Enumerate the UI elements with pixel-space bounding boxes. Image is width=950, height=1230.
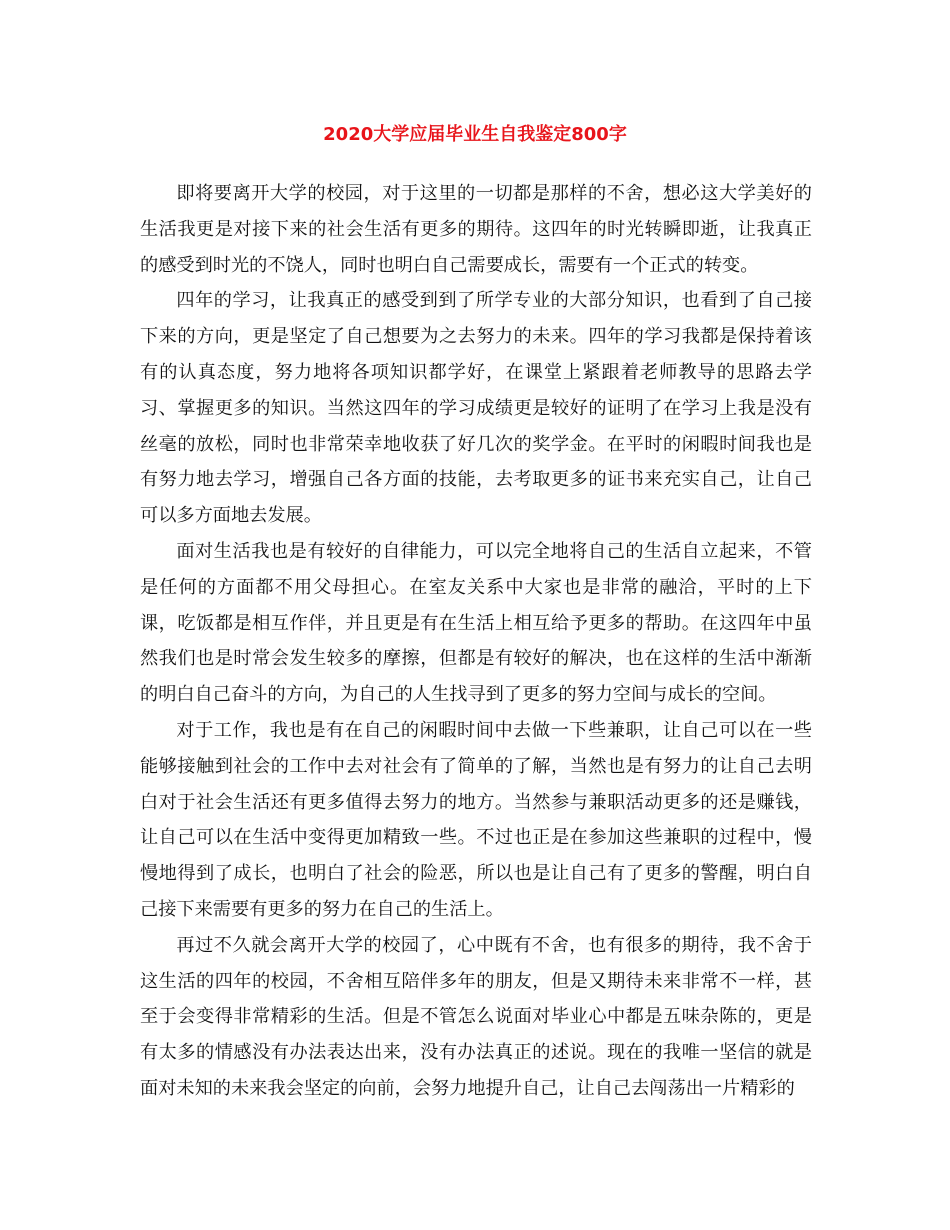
paragraph-4: 对于工作，我也是有在自己的闲暇时间中去做一下些兼职，让自己可以在一些能够接触到社会的工作中去对社会有了简单的了解，当然也是有努力的让自己去明白对于社会生活还有更多值得去努力的地方。当然参与兼职活动更多的还是赚钱，让自己可以在生活中变得更加精致一些。不过也正是在参加这些兼职的过程中，慢慢地得到了成长，也明白了社会的险恶，所以也是让自己有了更多的警醒，明白自己接下来需要有更多的努力在自己的生活上。 [140,719,812,920]
paragraph-3: 面对生活我也是有较好的自律能力，可以完全地将自己的生活自立起来，不管是任何的方面都不用父母担心。在室友关系中大家也是非常的融洽，平时的上下课，吃饭都是相互作伴，并且更是有在生活上相互给予更多的帮助。在这四年中虽然我们也是时常会发生较多的摩擦，但都是有较好的解决，也在这样的生活中渐渐的明白自己奋斗的方向，为自己的人生找寻到了更多的努力空间与成长的空间。 [140,540,812,706]
document-body [140,176,812,1107]
document-title: 2020大学应届毕业生自我鉴定800字 [323,124,627,145]
paragraph-5: 再过不久就会离开大学的校园了，心中既有不舍，也有很多的期待，我不舍于这生活的四年的校园，不舍相互陪伴多年的朋友，但是又期待未来非常不一样，甚至于会变得非常精彩的生活。但是不管怎么说面对毕业心中都是五味杂陈的，更是有太多的情感没有办法表达出来，没有办法真正的述说。现在的我唯一坚信的就是面对未知的未来我会坚定的向前，会努力地提升自己，让自己去闯荡出一片精彩的 [140,934,812,1099]
paragraph-1: 即将要离开大学的校园，对于这里的一切都是那样的不舍，想必这大学美好的生活我更是对接下来的社会生活有更多的期待。这四年的时光转瞬即逝，让我真正的感受到时光的不饶人，同时也明白自己需要成长，需要有一个正式的转变。 [140,183,812,276]
paragraph-2: 四年的学习，让我真正的感受到到了所学专业的大部分知识，也看到了自己接下来的方向，更是坚定了自己想要为之去努力的未来。四年的学习我都是保持着该有的认真态度，努力地将各项知识都学好，在课堂上紧跟着老师教导的思路去学习、掌握更多的知识。当然这四年的学习成绩更是较好的证明了在学习上我是没有丝毫的放松，同时也非常荣幸地收获了好几次的奖学金。在平时的闲暇时间我也是有努力地去学习，增强自己各方面的技能，去考取更多的证书来充实自己，让自己可以多方面地去发展。 [140,290,812,527]
